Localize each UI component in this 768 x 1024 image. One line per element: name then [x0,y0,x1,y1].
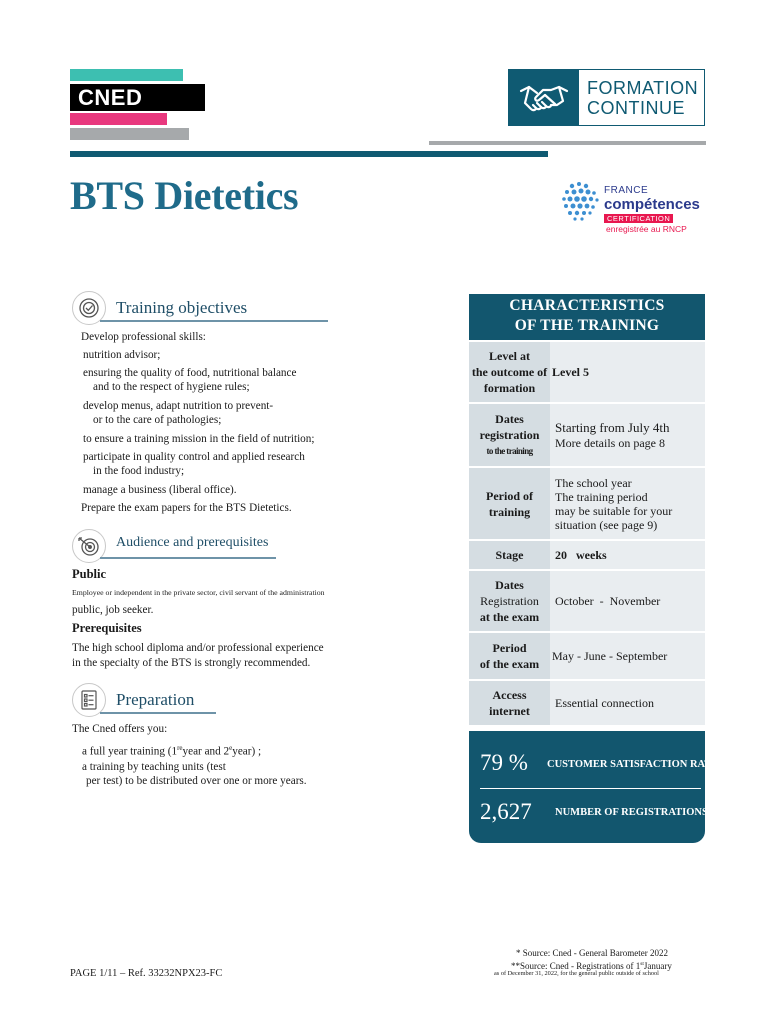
france-competences-line2: compétences [604,196,700,213]
registrations-value: 2,627 [480,799,532,824]
access-label1: Access [492,688,527,702]
row-dates-registration-label [469,404,550,466]
public-line1: Employee or independent in the private sector, civil servant of the administration [72,588,325,597]
row-dates-exam [469,569,705,631]
row-level [469,340,705,402]
prerequisites-label: Prerequisites [72,621,142,635]
objective-line: Prepare the exam papers for the BTS Dietetics. [81,502,292,514]
cned-bar-teal [70,69,183,81]
period-training-value3: may be suitable for your [555,503,673,518]
row-period-exam-label [469,633,550,679]
prerequisites-line1: The high school diploma and/or professional experience [72,642,324,654]
row-level-label [469,342,550,402]
preparation-line1-a: a full year training (1 [82,745,178,758]
footer-source2-a: **Source: Cned - Registrations of 1 [511,961,641,971]
characteristics-heading-line2: OF THE TRAINING [514,317,660,334]
objective-line: develop menus, adapt nutrition to prevent- [83,400,274,412]
preparation-line1-b: year and 2 [182,745,230,758]
row-dates-registration-value [550,404,705,466]
period-exam-label2: of the exam [479,657,540,671]
row-period-exam [469,631,705,679]
row-stage [469,539,705,569]
france-competences-certification: CERTIFICATION [604,214,673,223]
row-access-label [469,681,550,725]
period-training-value2: The training period [555,489,648,504]
level-label2: the outcome of [471,365,548,379]
page-title: BTS Dietetics [70,173,299,218]
footer-source2-b: January [643,961,672,971]
stats-separator [480,788,701,789]
level-label3: formation [483,381,536,395]
objective-line: ensuring the quality of food, nutritional balance [83,367,297,379]
row-period-training [469,466,705,539]
cned-bar-pink [70,113,167,125]
preparation-line1-sup2: e [229,744,233,752]
level-label1: Level at [489,349,530,363]
footer-source2-sup: st [640,961,644,967]
dates-reg-value1: Starting from July 4th [555,420,670,435]
audience-heading: Audience and prerequisites [116,535,269,550]
row-dates-exam-label [469,571,550,631]
period-training-value1: The school year [555,475,632,490]
objective-line: in the food industry; [93,465,185,477]
dates-exam-label2: Registration [480,594,539,608]
footer-source1: * Source: Cned - General Barometer 2022 [516,948,668,958]
formation-continue-text [579,70,704,125]
prerequisites-line2: in the specialty of the BTS is strongly recommended. [72,657,311,669]
stats-panel [469,731,724,843]
preparation-line1-c: year) ; [232,745,262,758]
period-training-label1: Period of [486,488,533,503]
footer-source3: as of December 31, 2022, for the general public outside of school [494,970,659,977]
characteristics-table [469,294,705,725]
row-dates-exam-value [550,571,705,631]
dates-reg-label2: registration [479,428,540,442]
satisfaction-value: 79 % [480,750,528,775]
objective-line: to ensure a training mission in the field of nutrition; [83,433,315,445]
formation-continue-badge [508,69,705,126]
preparation-line3: per test) to be distributed over one or more years. [86,775,307,787]
objective-line: participate in quality control and applied research [83,451,305,463]
stage-value: 20 weeks [555,548,607,562]
badge-line1: FORMATION [587,77,699,98]
period-training-value4: situation (see page 9) [555,517,658,532]
registrations-label: NUMBER OF REGISTRATIONS** [555,807,719,818]
row-level-value [550,342,705,402]
dates-exam-label3: at the exam [479,610,540,624]
level-value: Level 5 [552,365,589,379]
row-stage-label: Stage [469,541,550,569]
row-period-training-value [550,468,705,539]
header-rule-gray [429,141,706,145]
preparation-line1-sup1: re [177,744,183,752]
objective-line: Develop professional skills: [81,331,206,343]
objective-line: or to the care of pathologies; [93,414,222,426]
cned-wordmark: CNED [70,84,205,111]
badge-line2: CONTINUE [587,97,685,118]
row-stage-value [550,541,705,569]
dates-reg-label1: Dates [495,412,524,426]
preparation-line2: a training by teaching units (test [82,761,226,773]
objectives-heading: Training objectives [116,298,248,317]
characteristics-heading-line1: CHARACTERISTICS [509,297,665,314]
period-exam-value: May - June - September [552,649,668,663]
access-value: Essential connection [555,696,654,710]
satisfaction-label: CUSTOMER SATISFACTION RATE* [547,759,724,770]
header-rule-blue [70,151,548,157]
row-access [469,679,705,725]
public-label: Public [72,567,107,581]
row-dates-registration [469,402,705,466]
public-line2: public, job seeker. [72,604,154,616]
dates-exam-label1: Dates [495,578,524,592]
dates-exam-value: October - November [555,594,661,608]
handshake-icon [509,70,579,125]
objective-line: nutrition advisor; [83,349,161,361]
dots-icon [560,180,602,222]
preparation-line1 [82,741,261,759]
preparation-underline [100,712,216,714]
objective-line: and to the respect of hygiene rules; [93,381,250,393]
characteristics-heading [469,294,705,340]
period-exam-label1: Period [492,641,527,655]
objectives-underline [100,320,328,322]
preparation-intro: The Cned offers you: [72,723,168,735]
preparation-heading: Preparation [116,690,195,709]
objective-line: manage a business (liberal office). [83,484,237,496]
page-reference: PAGE 1/11 – Ref. 33232NPX23-FC [70,968,223,979]
audience-underline [100,557,276,559]
dates-reg-value2: More details on page 8 [555,436,665,450]
france-competences-logo [560,180,710,236]
row-period-exam-value [550,633,705,679]
cned-bar-gray [70,128,189,140]
france-competences-rncp: enregistrée au RNCP [606,224,687,234]
row-access-value [550,681,705,725]
france-competences-line1: FRANCE [604,185,649,196]
row-period-training-label [469,468,550,539]
period-training-label2: training [488,504,531,519]
access-label2: internet [489,704,530,718]
dates-reg-label3: to the training [486,446,533,456]
